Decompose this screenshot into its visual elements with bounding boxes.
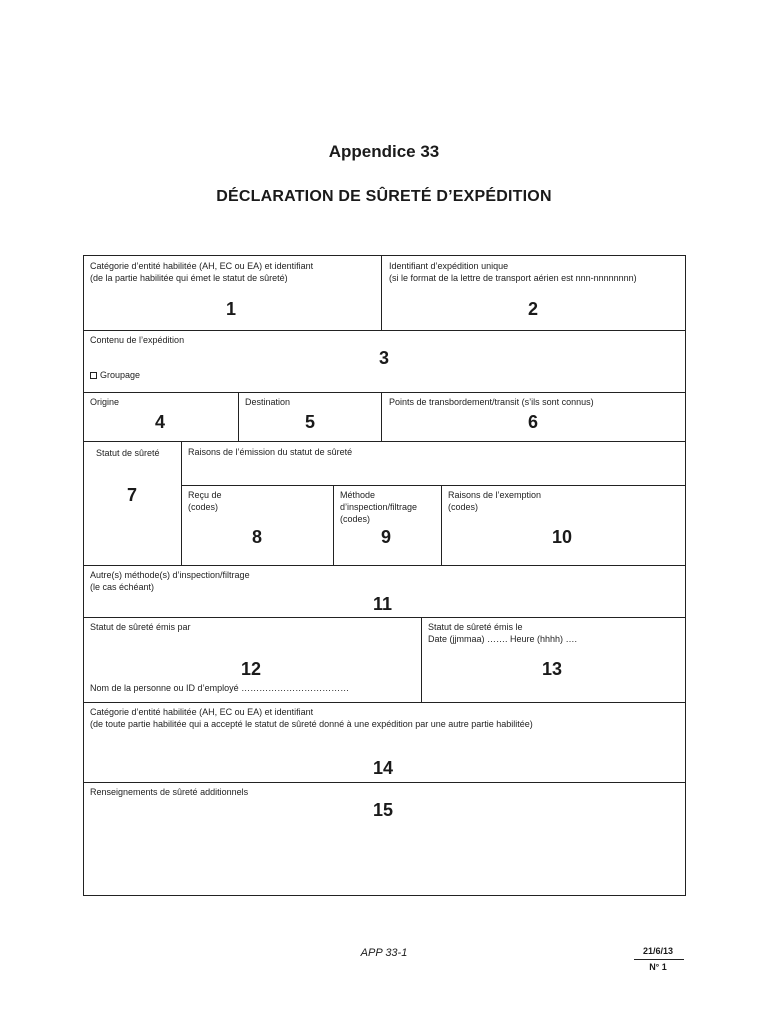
field-3-label: Contenu de l’expédition <box>90 335 185 345</box>
field-13-label-line1: Statut de sûreté émis le <box>428 622 523 632</box>
field-6-cell[interactable] <box>381 392 686 442</box>
field-3-number: 3 <box>379 348 390 368</box>
field-10-cell[interactable] <box>441 485 686 566</box>
field-1-number: 1 <box>226 299 237 319</box>
field-4-number: 4 <box>155 412 166 432</box>
field-6-number: 6 <box>528 412 539 432</box>
field-6-label: Points de transbordement/transit (s’ils sont connus) <box>389 397 594 407</box>
field-13-label-line2: Date (jjmmaa) ……. Heure (hhhh) …. <box>428 634 578 644</box>
field-15-label: Renseignements de sûreté additionnels <box>90 787 249 797</box>
reasons-header-cell <box>181 441 686 486</box>
field-3-cell[interactable] <box>83 330 686 393</box>
field-5-label: Destination <box>245 397 291 407</box>
field-9-label-line1: Méthode <box>340 490 376 500</box>
field-15-number: 15 <box>373 800 394 820</box>
field-13-number: 13 <box>542 659 563 679</box>
field-5-number: 5 <box>305 412 316 432</box>
field-2-label-line2: (si le format de la lettre de transport aérien est nnn-nnnnnnnn) <box>389 273 637 283</box>
field-11-number: 11 <box>373 594 393 614</box>
footer-number: N° 1 <box>649 962 667 972</box>
employee-name-line[interactable]: Nom de la personne ou ID d’employé ……………………………… <box>90 683 350 693</box>
field-2-cell[interactable] <box>381 255 686 331</box>
field-7-cell[interactable] <box>83 441 182 566</box>
field-2-number: 2 <box>528 299 539 319</box>
field-4-cell[interactable] <box>83 392 239 442</box>
field-8-label-line2: (codes) <box>188 502 219 512</box>
field-14-number: 14 <box>373 758 394 778</box>
field-9-cell[interactable] <box>333 485 442 566</box>
field-14-label-line2: (de toute partie habilitée qui a accepté le statut de sûreté donné à une expédition par une autre partie habilitée) <box>90 719 533 729</box>
footer-page-label: APP 33-1 <box>360 947 408 959</box>
field-11-label-line1: Autre(s) méthode(s) d’inspection/filtrage <box>90 570 250 580</box>
field-11-label-line2: (le cas échéant) <box>90 582 155 592</box>
field-14-cell[interactable] <box>83 702 686 783</box>
field-1-label-line2: (de la partie habilitée qui émet le statut de sûreté) <box>90 273 288 283</box>
field-13-cell[interactable] <box>421 617 686 703</box>
field-11-cell[interactable] <box>83 565 686 618</box>
field-4-label: Origine <box>90 397 120 407</box>
field-2-label-line1: Identifiant d’expédition unique <box>389 261 509 271</box>
field-1-label-line1: Catégorie d’entité habilitée (AH, EC ou EA) et identifiant <box>90 261 314 271</box>
field-8-number: 8 <box>252 527 263 547</box>
field-7-label: Statut de sûreté <box>96 448 160 458</box>
groupage-checkbox-row[interactable] <box>90 369 140 381</box>
field-10-label-line2: (codes) <box>448 502 479 512</box>
field-12-cell[interactable] <box>83 617 422 703</box>
field-14-label-line1: Catégorie d’entité habilitée (AH, EC ou EA) et identifiant <box>90 707 314 717</box>
document-title: DÉCLARATION DE SÛRETÉ D’EXPÉDITION <box>216 188 552 205</box>
field-9-number: 9 <box>381 527 392 547</box>
field-10-label-line1: Raisons de l’exemption <box>448 490 542 500</box>
field-12-number: 12 <box>241 659 262 679</box>
field-9-label-line2: d’inspection/filtrage <box>340 502 418 512</box>
field-15-cell[interactable] <box>83 782 686 896</box>
field-8-label-line1: Reçu de <box>188 490 222 500</box>
field-12-label: Statut de sûreté émis par <box>90 622 191 632</box>
footer-divider <box>634 959 684 960</box>
groupage-checkbox[interactable] <box>90 372 97 379</box>
reasons-header-label: Raisons de l’émission du statut de sûreté <box>188 447 353 457</box>
appendix-title: Appendice 33 <box>328 142 440 161</box>
footer-date: 21/6/13 <box>642 946 674 956</box>
field-8-cell[interactable] <box>181 485 334 566</box>
field-10-number: 10 <box>552 527 573 547</box>
field-9-label-line3: (codes) <box>340 514 371 524</box>
field-1-cell[interactable] <box>83 255 382 331</box>
field-5-cell[interactable] <box>238 392 382 442</box>
field-7-number: 7 <box>127 485 138 505</box>
groupage-checkbox-label: Groupage <box>100 370 141 380</box>
